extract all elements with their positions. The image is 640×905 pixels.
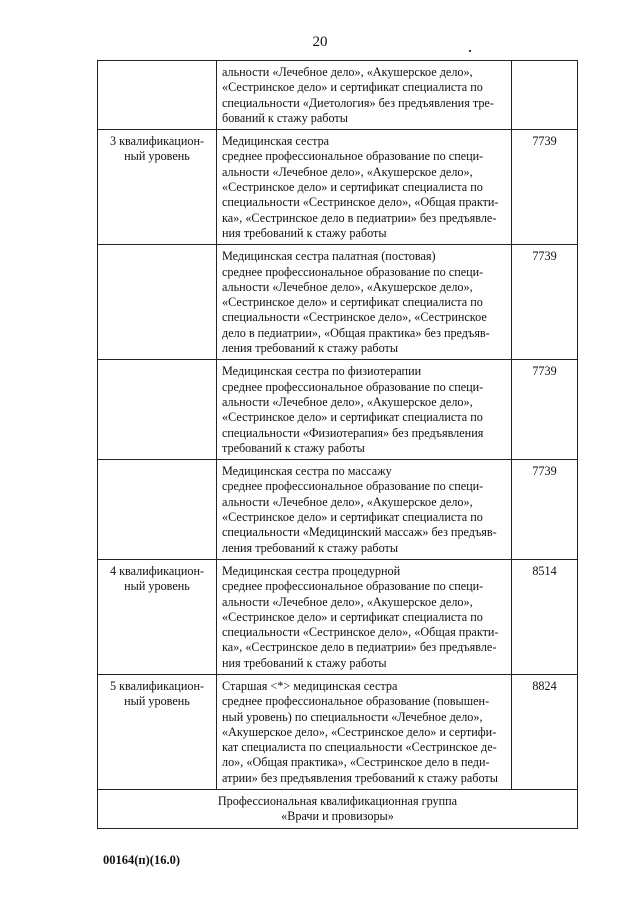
position-description-line: «Сестринское дело» и сертификат специалиста по [222, 80, 483, 95]
position-description-line: ка», «Сестринское дело в педиатрии» без предъявле- [222, 210, 497, 225]
position-description-cell [217, 61, 512, 130]
table-row [98, 61, 578, 130]
qualification-level-text: 3 квалификацион- [109, 134, 205, 149]
position-description-line: атрии» без предъявления требований к стажу работы [222, 770, 498, 785]
qualification-level-cell [98, 559, 217, 674]
qualification-level-text: 5 квалификацион- [109, 678, 205, 693]
table-row [98, 130, 578, 245]
position-description-line: Старшая <*> медицинская сестра [222, 678, 398, 693]
qualification-level-cell [98, 460, 217, 560]
group-header-text: «Врачи и провизоры» [281, 809, 394, 824]
qualification-level-text: 4 квалификацион- [109, 563, 205, 578]
position-description-line: ло», «Общая практика», «Сестринское дело в педи- [222, 755, 490, 770]
position-description-line: специальности «Сестринское дело», «Общая практи- [222, 195, 499, 210]
scan-speck [469, 50, 471, 52]
position-description-cell [217, 245, 512, 360]
group-header-cell [98, 790, 578, 829]
position-description-line: специальности «Диетология» без предъявления тре- [222, 95, 494, 110]
position-description-line: среднее профессиональное образование по специ- [222, 264, 484, 279]
qualification-level-cell [98, 674, 217, 789]
position-description-line: бований к стажу работы [222, 110, 348, 125]
position-description-line: Медицинская сестра процедурной [222, 563, 401, 578]
position-description-line: специальности «Физиотерапия» без предъявления [222, 425, 484, 440]
position-description-line: специальности «Медицинский массаж» без предъяв- [222, 525, 497, 540]
salary-value-cell [512, 61, 578, 130]
group-header-text: Профессиональная квалификационная группа [217, 794, 458, 809]
position-description-line: «Сестринское дело» и сертификат специалиста по [222, 180, 483, 195]
salary-value-cell: 8514 [512, 559, 578, 674]
position-description-line: «Акушерское дело», «Сестринское дело» и сертифи- [222, 724, 497, 739]
qualification-level-cell [98, 130, 217, 245]
position-description-line: Медицинская сестра палатная (постовая) [222, 249, 436, 264]
position-description-line: Медицинская сестра по физиотерапии [222, 364, 422, 379]
qualification-level-text: ный уровень [124, 579, 190, 594]
table-row [98, 245, 578, 360]
table-row [98, 559, 578, 674]
qualification-level-cell [98, 360, 217, 460]
qualification-level-cell [98, 61, 217, 130]
position-description-line: альности «Лечебное дело», «Акушерское дело», [222, 394, 473, 409]
position-description-line: специальности «Сестринское дело», «Общая практи- [222, 625, 499, 640]
position-description-line: «Сестринское дело» и сертификат специалиста по [222, 295, 483, 310]
table-row [98, 674, 578, 789]
position-description-line: ния требований к стажу работы [222, 225, 387, 240]
position-description-line: Медицинская сестра по массажу [222, 464, 392, 479]
position-description-line: среднее профессиональное образование по специ- [222, 479, 484, 494]
salary-value-cell: 7739 [512, 245, 578, 360]
qualification-level-text: ный уровень [124, 694, 190, 709]
position-description-cell [217, 460, 512, 560]
salary-value-cell: 8824 [512, 674, 578, 789]
position-description-line: альности «Лечебное дело», «Акушерское дело», [222, 494, 473, 509]
position-description-line: среднее профессиональное образование по специ- [222, 149, 484, 164]
position-description-line: дело в педиатрии», «Общая практика» без предъяв- [222, 325, 490, 340]
table-row [98, 360, 578, 460]
group-header-row [98, 790, 578, 829]
position-description-cell [217, 674, 512, 789]
position-description-line: специальности «Сестринское дело», «Сестринское [222, 310, 487, 325]
qualification-table [97, 60, 578, 829]
position-description-cell [217, 130, 512, 245]
position-description-line: «Сестринское дело» и сертификат специалиста по [222, 410, 483, 425]
position-description-line: альности «Лечебное дело», «Акушерское дело», [222, 164, 473, 179]
position-description-line: среднее профессиональное образование по специ- [222, 579, 484, 594]
position-description-line: альности «Лечебное дело», «Акушерское дело», [222, 279, 473, 294]
salary-value-cell: 7739 [512, 460, 578, 560]
position-description-line: альности «Лечебное дело», «Акушерское дело», [222, 594, 473, 609]
position-description-line: «Сестринское дело» и сертификат специалиста по [222, 609, 483, 624]
footer-code: 00164(п)(16.0) [103, 853, 180, 867]
position-description-line: Медицинская сестра [222, 134, 330, 149]
position-description-line: ления требований к стажу работы [222, 341, 399, 356]
position-description-line: ка», «Сестринское дело в педиатрии» без предъявле- [222, 640, 497, 655]
position-description-line: среднее профессиональное образование по специ- [222, 379, 484, 394]
position-description-line: требований к стажу работы [222, 440, 365, 455]
position-description-cell [217, 360, 512, 460]
position-description-line: среднее профессиональное образование (повышен- [222, 694, 490, 709]
salary-value-cell: 7739 [512, 360, 578, 460]
position-description-cell [217, 559, 512, 674]
position-description-line: альности «Лечебное дело», «Акушерское дело», [222, 65, 473, 79]
table-row [98, 460, 578, 560]
position-description-line: кат специалиста по специальности «Сестринское де- [222, 740, 497, 755]
qualification-level-cell [98, 245, 217, 360]
position-description-line: «Сестринское дело» и сертификат специалиста по [222, 510, 483, 525]
position-description-line: ния требований к стажу работы [222, 655, 387, 670]
position-description-line: ный уровень) по специальности «Лечебное дело», [222, 709, 483, 724]
page-number: 20 [312, 34, 328, 50]
salary-value-cell: 7739 [512, 130, 578, 245]
position-description-line: ления требований к стажу работы [222, 540, 399, 555]
qualification-level-text: ный уровень [124, 149, 190, 164]
